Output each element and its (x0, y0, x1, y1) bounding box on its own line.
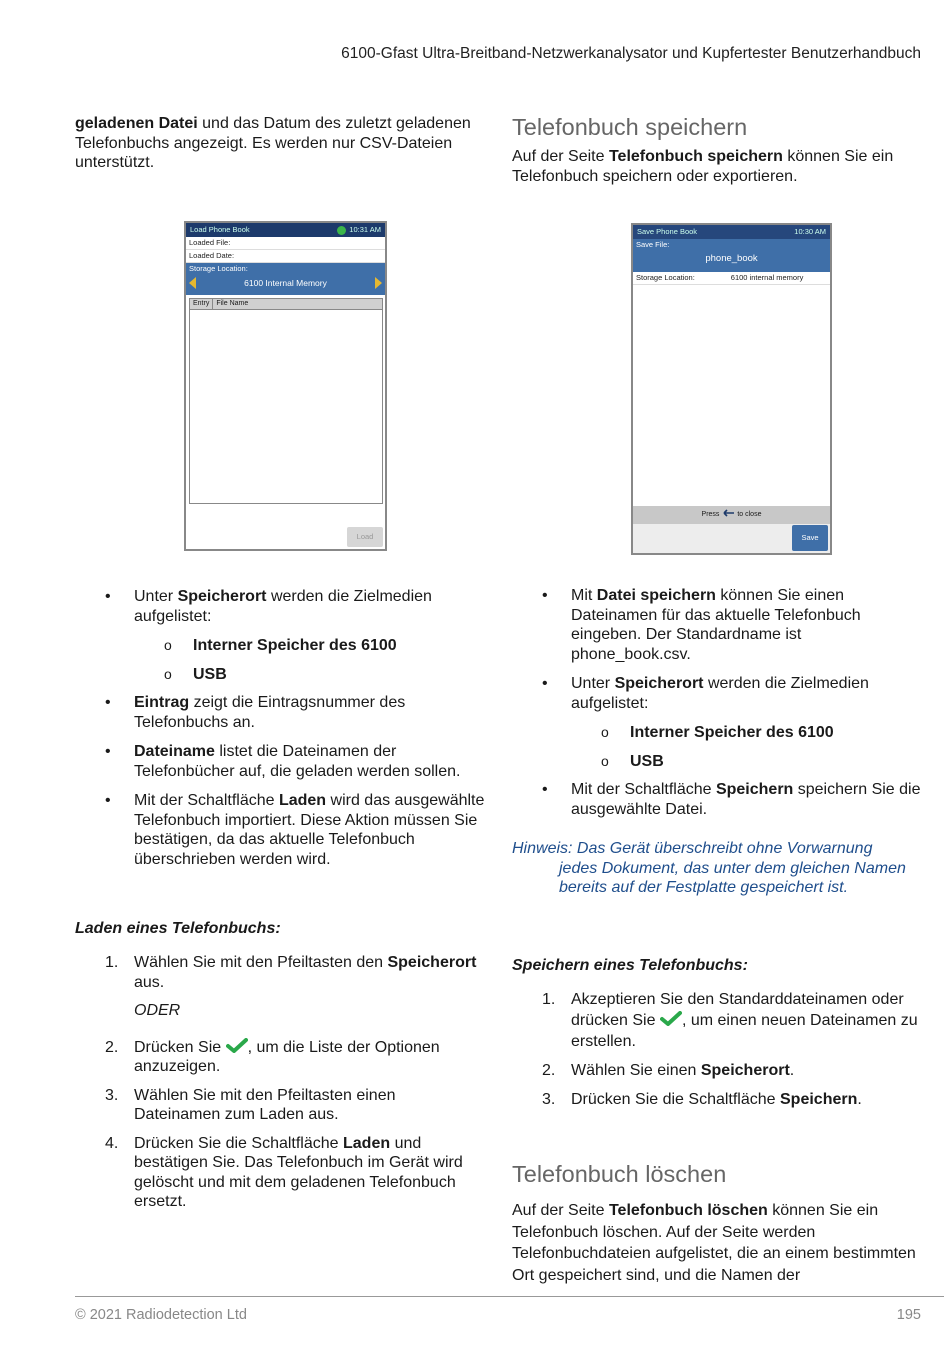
loaded-file-label: Loaded File: (186, 237, 385, 250)
procedure-title-save: Speichern eines Telefonbuchs: (512, 957, 748, 974)
procedure-title-load: Laden eines Telefonbuchs: (75, 920, 281, 937)
back-arrow-icon (721, 509, 735, 517)
col-filename: File Name (216, 300, 249, 307)
storage-value: 6100 Internal Memory (244, 278, 327, 288)
save-phonebook-screenshot: Save Phone Book 10:30 AM Save File: phone_book Storage Location: 6100 internal memory Press to close Save (631, 223, 832, 555)
list-subitem: o USB (75, 665, 485, 685)
right-intro: Auf der Seite Telefonbuch speichern können Sie ein Telefonbuch speichern oder exportieren. (512, 148, 894, 185)
save-file-label: Save File: (636, 240, 670, 249)
right-outro: Auf der Seite Telefonbuch löschen können Sie ein Telefonbuch löschen. Auf der Seite werden Telefonbuchdateien aufgelistet, die an einem bestimmten Ort gespeichert sind, und die Namen der (512, 1202, 916, 1284)
storage-label: Storage Location: (636, 273, 695, 282)
file-table (189, 298, 383, 504)
list-item: 1. Akzeptieren Sie den Standarddateinamen oder drücken Sie , um einen neuen Dateinamen zu erstellen. (542, 991, 918, 1050)
list-item: • Mit der Schaltfläche Laden wird das ausgewählte Telefonbuch importiert. Diese Aktion müssen Sie bestätigen, da das aktuelle Telefonbuch überschrieben werden wird. (75, 791, 485, 869)
list-subitem: o USB (512, 752, 924, 772)
heading-save-phonebook: Telefonbuch speichern (512, 114, 748, 140)
heading-delete-phonebook: Telefonbuch löschen (512, 1161, 727, 1187)
left-arrow-icon[interactable] (189, 277, 196, 289)
footer-divider (75, 1296, 944, 1297)
screen-title: Load Phone Book (190, 225, 250, 234)
check-icon (660, 1011, 682, 1026)
or-text: ODER (134, 1002, 181, 1019)
status-icon (337, 226, 346, 235)
col-entry: Entry (190, 299, 213, 309)
list-item: • Dateiname listet die Dateinamen der Telefonbücher auf, die geladen werden sollen. (75, 742, 485, 781)
list-item: 3. Wählen Sie mit den Pfeiltasten einen Dateinamen zum Laden aus. (105, 1086, 396, 1123)
list-item: • Unter Speicherort werden die Zielmedien aufgelistet: (512, 674, 924, 713)
left-intro: geladenen Datei und das Datum des zuletzt geladenen Telefonbuchs angezeigt. Es werden nur CSV-Dateien unterstützt. (75, 115, 471, 171)
list-subitem: o Interner Speicher des 6100 (75, 636, 485, 656)
loaded-date-label: Loaded Date: (186, 250, 385, 263)
check-icon (226, 1038, 248, 1053)
footer-copyright: © 2021 Radiodetection Ltd (75, 1307, 247, 1323)
storage-value[interactable]: 6100 internal memory (730, 273, 804, 282)
note: Hinweis: Das Gerät überschreibt ohne Vorwarnung jedes Dokument, das unter dem gleichen Namen bereits auf der Festplatte gespeichert ist. (512, 840, 906, 896)
screen-title: Save Phone Book (637, 227, 698, 236)
list-item: 4. Drücken Sie die Schaltfläche Laden und bestätigen Sie. Das Telefonbuch im Gerät wird gelöscht und mit dem geladenen Telefonbuch ersetzt. (105, 1134, 463, 1210)
list-item: 2. Wählen Sie einen Speicherort. (542, 1062, 795, 1079)
list-item: • Eintrag zeigt die Eintragsnummer des Telefonbuchs an. (75, 693, 485, 732)
list-item: 2. Drücken Sie , um die Liste der Optionen anzuzeigen. (105, 1038, 440, 1075)
load-phonebook-screenshot: Load Phone Book 10:31 AM Loaded File: Loaded Date: Storage Location: 6100 Internal Memory Entry File Name Load (184, 221, 387, 551)
file-name-value[interactable]: phone_book (705, 253, 758, 264)
list-item: 1. Wählen Sie mit den Pfeiltasten den Speicherort aus. ODER (75, 953, 485, 1021)
save-button[interactable]: Save (792, 525, 828, 551)
list-item: • Unter Speicherort werden die Zielmedien aufgelistet: (75, 587, 485, 626)
list-item: 3. Drücken Sie die Schaltfläche Speichern. (542, 1090, 862, 1108)
list-item: • Mit der Schaltfläche Speichern speichern Sie die ausgewählte Datei. (512, 780, 924, 819)
storage-label: Storage Location: (189, 264, 248, 273)
page-header: 6100-Gfast Ultra-Breitband-Netzwerkanalysator und Kupfertester Benutzerhandbuch (341, 45, 921, 62)
load-button[interactable]: Load (347, 527, 383, 547)
list-item: • Mit Datei speichern können Sie einen Dateinamen für das aktuelle Telefonbuch eingeben. Der Standardname ist phone_book.csv. (512, 586, 924, 664)
list-subitem: o Interner Speicher des 6100 (512, 723, 924, 743)
press-close-bar: Press to close (633, 506, 830, 524)
right-arrow-icon[interactable] (375, 277, 382, 289)
page-number: 195 (896, 1307, 921, 1323)
